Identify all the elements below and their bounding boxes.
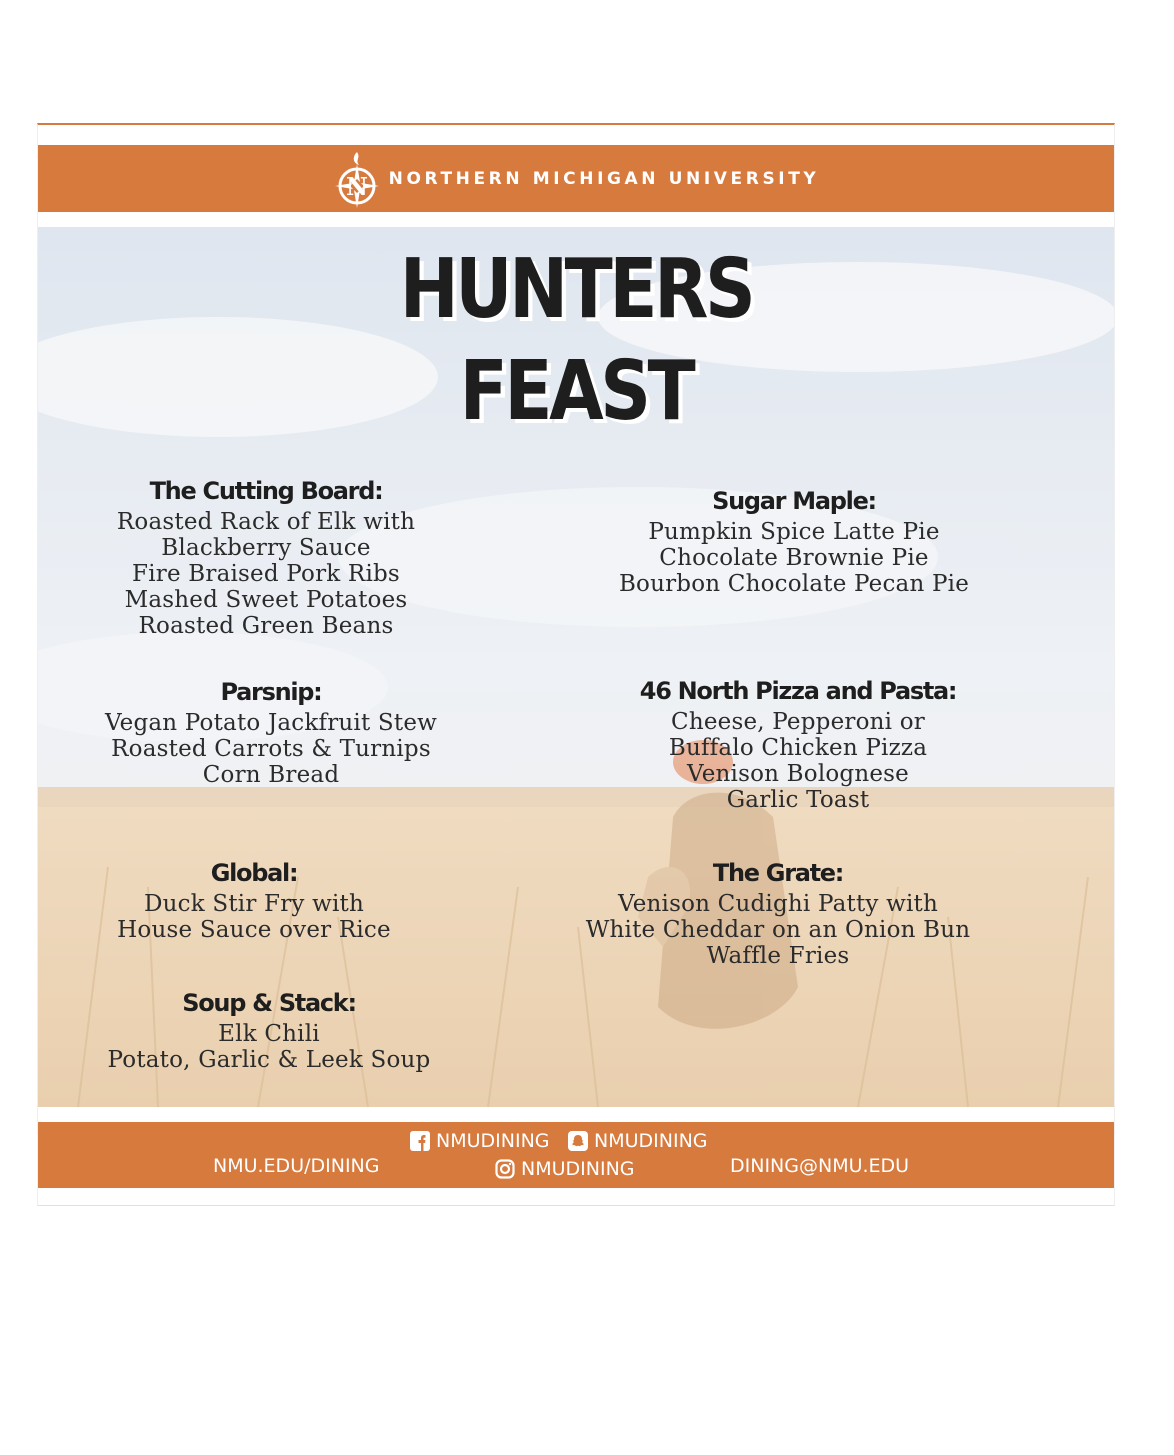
title-line-1: HUNTERS xyxy=(399,242,753,337)
snapchat-icon xyxy=(568,1131,588,1151)
instagram-icon xyxy=(495,1159,515,1179)
email-link[interactable]: DINING@NMU.EDU xyxy=(730,1155,910,1177)
svg-text:N: N xyxy=(345,171,368,201)
menu-item: Chocolate Brownie Pie xyxy=(659,545,929,571)
section-heading: Soup & Stack: xyxy=(182,989,356,1017)
section-heading: The Grate: xyxy=(712,859,844,887)
section-heading: Sugar Maple: xyxy=(712,487,876,515)
university-name: NORTHERN MICHIGAN UNIVERSITY xyxy=(388,168,820,189)
snapchat-handle[interactable] xyxy=(568,1130,708,1152)
section-the-grate xyxy=(568,859,988,969)
menu-item: Vegan Potato Jackfruit Stew xyxy=(104,710,438,736)
footer-band xyxy=(38,1122,1114,1188)
menu-item: Venison Cudighi Patty with xyxy=(618,891,938,917)
section-soup-stack xyxy=(94,989,444,1073)
section-sugar-maple xyxy=(594,487,994,597)
menu-item: Cheese, Pepperoni or xyxy=(671,709,925,735)
menu-item: Buffalo Chicken Pizza xyxy=(668,735,928,761)
menu-poster xyxy=(37,123,1115,1206)
menu-item: Duck Stir Fry with xyxy=(144,891,364,917)
menu-item: Bourbon Chocolate Pecan Pie xyxy=(618,571,970,597)
instagram-handle[interactable] xyxy=(495,1158,635,1180)
section-heading: 46 North Pizza and Pasta: xyxy=(639,677,957,705)
menu-item: Blackberry Sauce xyxy=(161,535,371,561)
snapchat-handle-text: NMUDINING xyxy=(594,1130,708,1152)
menu-item: White Cheddar on an Onion Bun xyxy=(585,917,971,943)
menu-item: House Sauce over Rice xyxy=(117,917,391,943)
section-46-north-pizza xyxy=(608,677,988,813)
section-cutting-board xyxy=(76,477,456,639)
section-heading: Parsnip: xyxy=(220,678,322,706)
menu-item: Roasted Rack of Elk with xyxy=(116,509,416,535)
menu-item: Venison Bolognese xyxy=(687,761,909,787)
menu-item: Roasted Green Beans xyxy=(138,613,394,639)
website-link[interactable]: NMU.EDU/DINING xyxy=(213,1155,380,1177)
title-line-2: FEAST xyxy=(459,344,693,439)
menu-item: Corn Bread xyxy=(202,762,340,788)
instagram-handle-text: NMUDINING xyxy=(521,1158,635,1180)
section-global xyxy=(94,859,414,943)
section-parsnip xyxy=(86,678,456,788)
section-heading: Global: xyxy=(210,859,298,887)
menu-item: Garlic Toast xyxy=(726,787,870,813)
menu-item: Pumpkin Spice Latte Pie xyxy=(648,519,940,545)
facebook-handle[interactable] xyxy=(410,1130,550,1152)
menu-item: Fire Braised Pork Ribs xyxy=(132,561,400,587)
header-band xyxy=(38,145,1114,212)
background-scene xyxy=(38,227,1114,1107)
menu-item: Roasted Carrots & Turnips xyxy=(111,736,431,762)
menu-item: Waffle Fries xyxy=(706,943,850,969)
menu-item: Mashed Sweet Potatoes xyxy=(124,587,408,613)
menu-item: Elk Chili xyxy=(218,1021,320,1047)
menu-item: Potato, Garlic & Leek Soup xyxy=(107,1047,431,1073)
nmu-compass-logo-icon xyxy=(333,150,381,208)
facebook-handle-text: NMUDINING xyxy=(436,1130,550,1152)
facebook-icon xyxy=(410,1131,430,1151)
section-heading: The Cutting Board: xyxy=(149,477,383,505)
